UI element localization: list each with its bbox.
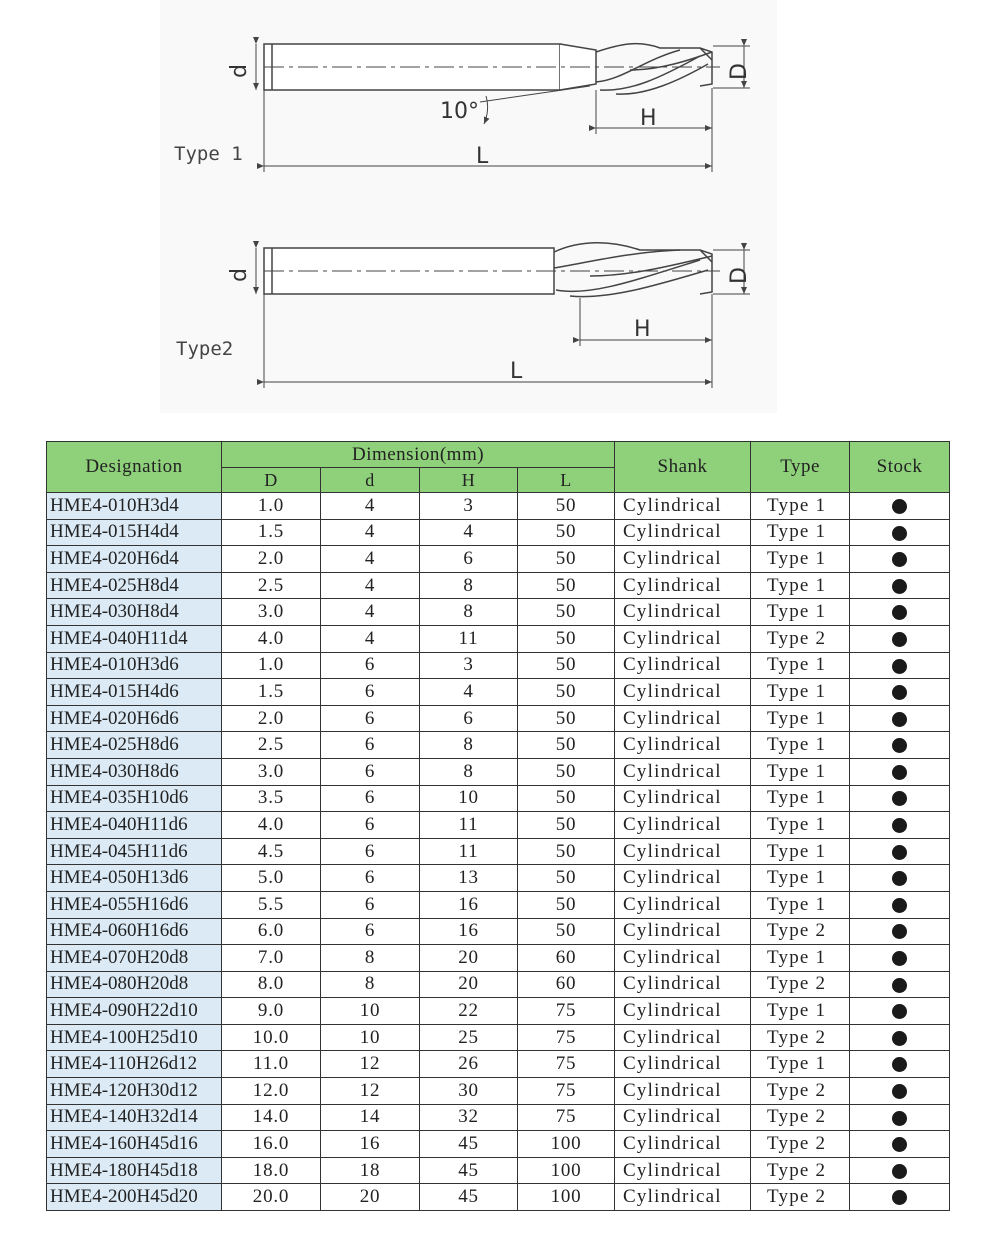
end-mill-drawing-svg <box>160 0 777 413</box>
cell-designation: HME4-090H22d10 <box>47 998 222 1025</box>
table-row <box>47 1024 950 1051</box>
cell-L: 50 <box>518 865 615 892</box>
cell-D: 6.0 <box>222 918 321 945</box>
cell-type: Type 1 <box>751 945 850 972</box>
cell-d: 14 <box>321 1104 420 1131</box>
table-row <box>47 812 950 839</box>
in-stock-dot-icon <box>892 1004 907 1019</box>
cell-designation: HME4-010H3d6 <box>47 652 222 679</box>
cell-stock <box>850 1024 950 1051</box>
cell-stock <box>850 758 950 785</box>
cell-D: 14.0 <box>222 1104 321 1131</box>
cell-type: Type 1 <box>751 891 850 918</box>
cell-shank: Cylindrical <box>615 865 751 892</box>
cell-d: 12 <box>321 1051 420 1078</box>
cell-designation: HME4-030H8d4 <box>47 599 222 626</box>
cell-H: 8 <box>420 732 518 759</box>
cell-D: 5.5 <box>222 891 321 918</box>
cell-designation: HME4-160H45d16 <box>47 1131 222 1158</box>
table-row <box>47 1184 950 1211</box>
cell-D: 8.0 <box>222 971 321 998</box>
header-designation: Designation <box>47 442 222 493</box>
in-stock-dot-icon <box>892 1057 907 1072</box>
cell-D: 3.0 <box>222 758 321 785</box>
cell-L: 50 <box>518 838 615 865</box>
table-body <box>47 493 950 1211</box>
cell-stock <box>850 493 950 520</box>
cell-designation: HME4-070H20d8 <box>47 945 222 972</box>
cell-stock <box>850 785 950 812</box>
cell-d: 6 <box>321 812 420 839</box>
cell-d: 8 <box>321 945 420 972</box>
cell-D: 1.0 <box>222 493 321 520</box>
cell-stock <box>850 599 950 626</box>
cell-stock <box>850 1051 950 1078</box>
cell-shank: Cylindrical <box>615 625 751 652</box>
cell-L: 100 <box>518 1131 615 1158</box>
cell-D: 18.0 <box>222 1157 321 1184</box>
in-stock-dot-icon <box>892 685 907 700</box>
cell-designation: HME4-055H16d6 <box>47 891 222 918</box>
cell-H: 30 <box>420 1078 518 1105</box>
cell-type: Type 2 <box>751 1131 850 1158</box>
in-stock-dot-icon <box>892 552 907 567</box>
cell-D: 5.0 <box>222 865 321 892</box>
cell-D: 3.0 <box>222 599 321 626</box>
cell-H: 26 <box>420 1051 518 1078</box>
table-row <box>47 838 950 865</box>
cell-D: 4.0 <box>222 812 321 839</box>
cell-shank: Cylindrical <box>615 599 751 626</box>
cell-L: 50 <box>518 732 615 759</box>
cell-type: Type 1 <box>751 705 850 732</box>
cell-D: 2.5 <box>222 572 321 599</box>
cell-H: 16 <box>420 891 518 918</box>
cell-d: 4 <box>321 599 420 626</box>
type2-flutes <box>554 243 712 297</box>
cell-L: 50 <box>518 785 615 812</box>
cell-type: Type 2 <box>751 625 850 652</box>
cell-L: 60 <box>518 945 615 972</box>
cell-type: Type 1 <box>751 519 850 546</box>
cell-L: 50 <box>518 705 615 732</box>
header-stock: Stock <box>850 442 950 493</box>
cell-H: 25 <box>420 1024 518 1051</box>
cell-H: 11 <box>420 812 518 839</box>
cell-stock <box>850 546 950 573</box>
in-stock-dot-icon <box>892 659 907 674</box>
header-D: D <box>222 468 321 493</box>
cell-type: Type 1 <box>751 546 850 573</box>
cell-d: 6 <box>321 865 420 892</box>
cell-type: Type 2 <box>751 1184 850 1211</box>
cell-type: Type 2 <box>751 1024 850 1051</box>
type1-flutes <box>596 44 712 95</box>
type1-D-label: D <box>727 63 752 80</box>
table-row <box>47 1078 950 1105</box>
cell-stock <box>850 1184 950 1211</box>
table-row <box>47 546 950 573</box>
cell-L: 50 <box>518 625 615 652</box>
in-stock-dot-icon <box>892 845 907 860</box>
in-stock-dot-icon <box>892 1031 907 1046</box>
in-stock-dot-icon <box>892 738 907 753</box>
table-row <box>47 705 950 732</box>
table-row <box>47 652 950 679</box>
table-row <box>47 785 950 812</box>
table-row <box>47 945 950 972</box>
cell-shank: Cylindrical <box>615 945 751 972</box>
cell-type: Type 1 <box>751 758 850 785</box>
cell-d: 6 <box>321 758 420 785</box>
cell-D: 1.5 <box>222 679 321 706</box>
cell-H: 6 <box>420 705 518 732</box>
cell-shank: Cylindrical <box>615 971 751 998</box>
cell-stock <box>850 945 950 972</box>
cell-type: Type 1 <box>751 679 850 706</box>
table-row <box>47 758 950 785</box>
cell-type: Type 1 <box>751 493 850 520</box>
spec-table <box>46 441 950 1211</box>
cell-D: 20.0 <box>222 1184 321 1211</box>
in-stock-dot-icon <box>892 871 907 886</box>
cell-d: 4 <box>321 493 420 520</box>
type2-drawing <box>256 243 750 388</box>
cell-shank: Cylindrical <box>615 918 751 945</box>
cell-designation: HME4-035H10d6 <box>47 785 222 812</box>
cell-H: 8 <box>420 599 518 626</box>
cell-D: 9.0 <box>222 998 321 1025</box>
cell-L: 50 <box>518 599 615 626</box>
cell-shank: Cylindrical <box>615 732 751 759</box>
cell-d: 6 <box>321 918 420 945</box>
cell-L: 50 <box>518 891 615 918</box>
in-stock-dot-icon <box>892 579 907 594</box>
cell-shank: Cylindrical <box>615 546 751 573</box>
cell-type: Type 1 <box>751 599 850 626</box>
cell-stock <box>850 652 950 679</box>
cell-shank: Cylindrical <box>615 1157 751 1184</box>
cell-designation: HME4-040H11d6 <box>47 812 222 839</box>
cell-designation: HME4-010H3d4 <box>47 493 222 520</box>
cell-L: 100 <box>518 1184 615 1211</box>
cell-stock <box>850 705 950 732</box>
cell-H: 22 <box>420 998 518 1025</box>
cell-d: 4 <box>321 546 420 573</box>
cell-D: 1.0 <box>222 652 321 679</box>
cell-H: 45 <box>420 1157 518 1184</box>
cell-designation: HME4-080H20d8 <box>47 971 222 998</box>
cell-d: 6 <box>321 838 420 865</box>
in-stock-dot-icon <box>892 978 907 993</box>
cell-D: 7.0 <box>222 945 321 972</box>
type1-d-label: d <box>227 64 252 78</box>
cell-H: 45 <box>420 1184 518 1211</box>
type1-angle-label: 10° <box>440 99 479 124</box>
cell-shank: Cylindrical <box>615 812 751 839</box>
type1-H-label: H <box>640 106 657 131</box>
cell-designation: HME4-050H13d6 <box>47 865 222 892</box>
cell-d: 6 <box>321 679 420 706</box>
cell-designation: HME4-030H8d6 <box>47 758 222 785</box>
in-stock-dot-icon <box>892 898 907 913</box>
cell-stock <box>850 572 950 599</box>
cell-shank: Cylindrical <box>615 891 751 918</box>
cell-L: 50 <box>518 546 615 573</box>
cell-L: 50 <box>518 572 615 599</box>
cell-type: Type 2 <box>751 1157 850 1184</box>
cell-H: 3 <box>420 652 518 679</box>
type2-caption: Type2 <box>176 338 234 360</box>
cell-L: 50 <box>518 652 615 679</box>
cell-stock <box>850 625 950 652</box>
type2-d-label: d <box>227 268 252 282</box>
in-stock-dot-icon <box>892 632 907 647</box>
cell-L: 75 <box>518 1051 615 1078</box>
cell-stock <box>850 998 950 1025</box>
cell-H: 20 <box>420 945 518 972</box>
table-row <box>47 625 950 652</box>
type2-D-label: D <box>727 267 752 284</box>
type2-H-label: H <box>634 317 651 342</box>
technical-drawing <box>160 0 777 413</box>
cell-D: 4.0 <box>222 625 321 652</box>
cell-shank: Cylindrical <box>615 652 751 679</box>
cell-type: Type 1 <box>751 838 850 865</box>
cell-designation: HME4-015H4d4 <box>47 519 222 546</box>
cell-L: 75 <box>518 1078 615 1105</box>
cell-d: 6 <box>321 891 420 918</box>
table-row <box>47 918 950 945</box>
in-stock-dot-icon <box>892 818 907 833</box>
cell-type: Type 1 <box>751 652 850 679</box>
cell-stock <box>850 1078 950 1105</box>
cell-type: Type 1 <box>751 572 850 599</box>
table-row <box>47 1104 950 1131</box>
cell-shank: Cylindrical <box>615 758 751 785</box>
type1-caption: Type 1 <box>174 143 243 165</box>
in-stock-dot-icon <box>892 1164 907 1179</box>
cell-H: 8 <box>420 572 518 599</box>
cell-stock <box>850 971 950 998</box>
cell-type: Type 2 <box>751 918 850 945</box>
cell-d: 6 <box>321 785 420 812</box>
cell-type: Type 1 <box>751 812 850 839</box>
cell-L: 75 <box>518 1104 615 1131</box>
cell-type: Type 1 <box>751 865 850 892</box>
header-type: Type <box>751 442 850 493</box>
cell-H: 16 <box>420 918 518 945</box>
cell-designation: HME4-020H6d4 <box>47 546 222 573</box>
in-stock-dot-icon <box>892 1084 907 1099</box>
cell-designation: HME4-020H6d6 <box>47 705 222 732</box>
cell-type: Type 2 <box>751 971 850 998</box>
header-shank: Shank <box>615 442 751 493</box>
cell-d: 6 <box>321 652 420 679</box>
cell-L: 75 <box>518 1024 615 1051</box>
in-stock-dot-icon <box>892 499 907 514</box>
cell-shank: Cylindrical <box>615 1051 751 1078</box>
cell-shank: Cylindrical <box>615 572 751 599</box>
cell-H: 13 <box>420 865 518 892</box>
cell-D: 2.0 <box>222 705 321 732</box>
cell-designation: HME4-040H11d4 <box>47 625 222 652</box>
cell-designation: HME4-015H4d6 <box>47 679 222 706</box>
cell-H: 4 <box>420 679 518 706</box>
cell-shank: Cylindrical <box>615 1131 751 1158</box>
cell-d: 8 <box>321 971 420 998</box>
table-row <box>47 493 950 520</box>
cell-d: 6 <box>321 705 420 732</box>
cell-type: Type 1 <box>751 785 850 812</box>
cell-stock <box>850 812 950 839</box>
table-row <box>47 519 950 546</box>
cell-stock <box>850 838 950 865</box>
cell-L: 50 <box>518 679 615 706</box>
cell-shank: Cylindrical <box>615 1024 751 1051</box>
cell-designation: HME4-045H11d6 <box>47 838 222 865</box>
cell-type: Type 1 <box>751 998 850 1025</box>
cell-designation: HME4-025H8d4 <box>47 572 222 599</box>
cell-D: 3.5 <box>222 785 321 812</box>
cell-shank: Cylindrical <box>615 998 751 1025</box>
cell-d: 6 <box>321 732 420 759</box>
type1-drawing <box>256 44 750 172</box>
cell-designation: HME4-025H8d6 <box>47 732 222 759</box>
cell-D: 10.0 <box>222 1024 321 1051</box>
table-row <box>47 1051 950 1078</box>
in-stock-dot-icon <box>892 712 907 727</box>
cell-d: 4 <box>321 572 420 599</box>
cell-shank: Cylindrical <box>615 493 751 520</box>
type1-L-label: L <box>476 144 489 169</box>
header-dimension: Dimension(mm) <box>222 442 615 468</box>
header-H: H <box>420 468 518 493</box>
table-row <box>47 679 950 706</box>
cell-stock <box>850 1131 950 1158</box>
cell-shank: Cylindrical <box>615 705 751 732</box>
cell-type: Type 1 <box>751 1051 850 1078</box>
cell-L: 50 <box>518 493 615 520</box>
table-row <box>47 865 950 892</box>
in-stock-dot-icon <box>892 765 907 780</box>
cell-stock <box>850 732 950 759</box>
cell-shank: Cylindrical <box>615 679 751 706</box>
table-row <box>47 891 950 918</box>
cell-D: 1.5 <box>222 519 321 546</box>
cell-shank: Cylindrical <box>615 519 751 546</box>
cell-stock <box>850 891 950 918</box>
cell-H: 10 <box>420 785 518 812</box>
cell-H: 11 <box>420 625 518 652</box>
in-stock-dot-icon <box>892 1190 907 1205</box>
cell-designation: HME4-100H25d10 <box>47 1024 222 1051</box>
cell-D: 4.5 <box>222 838 321 865</box>
cell-stock <box>850 918 950 945</box>
cell-designation: HME4-110H26d12 <box>47 1051 222 1078</box>
cell-stock <box>850 1104 950 1131</box>
cell-L: 60 <box>518 971 615 998</box>
cell-d: 10 <box>321 998 420 1025</box>
cell-L: 50 <box>518 758 615 785</box>
cell-H: 6 <box>420 546 518 573</box>
in-stock-dot-icon <box>892 1137 907 1152</box>
table-row <box>47 1131 950 1158</box>
table-row <box>47 572 950 599</box>
cell-D: 2.0 <box>222 546 321 573</box>
table-row <box>47 1157 950 1184</box>
table-row <box>47 998 950 1025</box>
cell-D: 16.0 <box>222 1131 321 1158</box>
cell-H: 3 <box>420 493 518 520</box>
cell-d: 10 <box>321 1024 420 1051</box>
cell-type: Type 2 <box>751 1104 850 1131</box>
cell-L: 75 <box>518 998 615 1025</box>
cell-shank: Cylindrical <box>615 1184 751 1211</box>
cell-H: 45 <box>420 1131 518 1158</box>
cell-shank: Cylindrical <box>615 838 751 865</box>
header-L: L <box>518 468 615 493</box>
cell-designation: HME4-120H30d12 <box>47 1078 222 1105</box>
in-stock-dot-icon <box>892 951 907 966</box>
cell-shank: Cylindrical <box>615 1078 751 1105</box>
header-d: d <box>321 468 420 493</box>
cell-L: 50 <box>518 918 615 945</box>
cell-designation: HME4-060H16d6 <box>47 918 222 945</box>
cell-d: 4 <box>321 625 420 652</box>
in-stock-dot-icon <box>892 791 907 806</box>
cell-stock <box>850 1157 950 1184</box>
table-row <box>47 971 950 998</box>
cell-D: 2.5 <box>222 732 321 759</box>
type2-L-label: L <box>510 359 523 384</box>
cell-stock <box>850 865 950 892</box>
in-stock-dot-icon <box>892 605 907 620</box>
cell-designation: HME4-200H45d20 <box>47 1184 222 1211</box>
cell-H: 32 <box>420 1104 518 1131</box>
table-row <box>47 599 950 626</box>
cell-designation: HME4-140H32d14 <box>47 1104 222 1131</box>
cell-type: Type 1 <box>751 732 850 759</box>
cell-d: 4 <box>321 519 420 546</box>
cell-shank: Cylindrical <box>615 1104 751 1131</box>
table-row <box>47 732 950 759</box>
cell-H: 4 <box>420 519 518 546</box>
cell-L: 50 <box>518 812 615 839</box>
cell-L: 50 <box>518 519 615 546</box>
in-stock-dot-icon <box>892 526 907 541</box>
cell-d: 18 <box>321 1157 420 1184</box>
cell-stock <box>850 679 950 706</box>
cell-d: 12 <box>321 1078 420 1105</box>
cell-designation: HME4-180H45d18 <box>47 1157 222 1184</box>
cell-d: 16 <box>321 1131 420 1158</box>
cell-D: 12.0 <box>222 1078 321 1105</box>
in-stock-dot-icon <box>892 924 907 939</box>
cell-shank: Cylindrical <box>615 785 751 812</box>
cell-H: 8 <box>420 758 518 785</box>
cell-H: 20 <box>420 971 518 998</box>
cell-type: Type 2 <box>751 1078 850 1105</box>
cell-stock <box>850 519 950 546</box>
cell-d: 20 <box>321 1184 420 1211</box>
cell-L: 100 <box>518 1157 615 1184</box>
in-stock-dot-icon <box>892 1111 907 1126</box>
type1-angle-arc <box>484 96 488 124</box>
cell-D: 11.0 <box>222 1051 321 1078</box>
cell-H: 11 <box>420 838 518 865</box>
